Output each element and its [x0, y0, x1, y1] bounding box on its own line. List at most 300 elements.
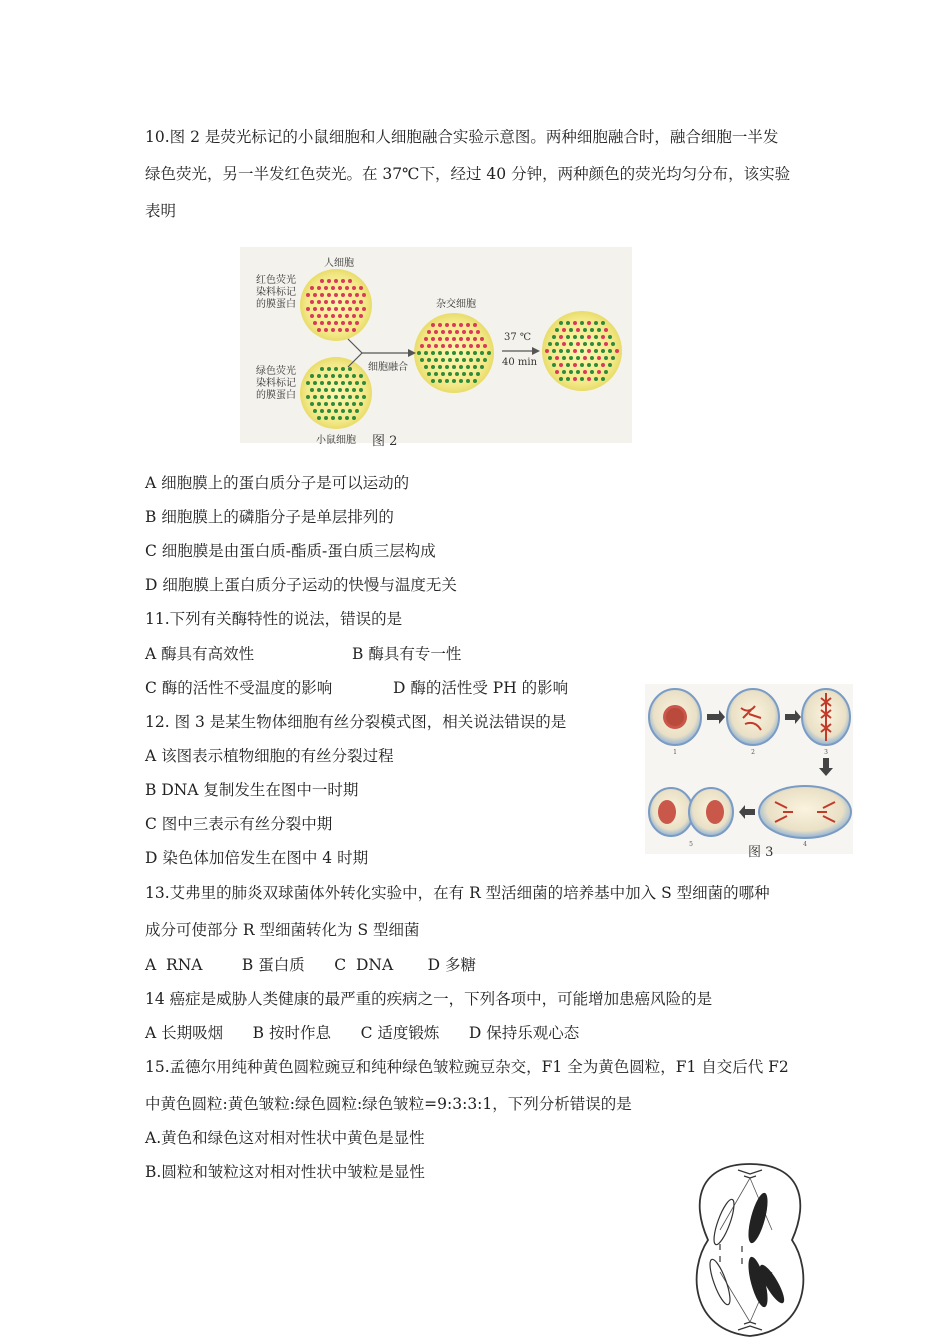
q11-option-d: D 酶的活性受 PH 的影响: [393, 679, 569, 697]
fluorescent-dot: [483, 344, 487, 348]
fluorescent-dot: [310, 402, 314, 406]
stage-1-number: 1: [673, 749, 677, 756]
fluorescent-dot: [615, 349, 619, 353]
fluorescent-dot: [562, 328, 566, 332]
fluorescent-dot: [313, 307, 317, 311]
fluorescent-dot: [559, 377, 563, 381]
fluorescent-dot: [601, 363, 605, 367]
fluorescent-dot: [352, 286, 356, 290]
fluorescent-dot: [324, 388, 328, 392]
figure-3-caption: 图 3: [748, 845, 774, 860]
fluorescent-dot: [587, 349, 591, 353]
fluorescent-dot: [459, 365, 463, 369]
fluorescent-dot: [476, 372, 480, 376]
fluorescent-dot: [348, 395, 352, 399]
fluorescent-dot: [331, 416, 335, 420]
fluorescent-dot: [355, 409, 359, 413]
q12-option-d: D 染色体加倍发生在图中 4 时期: [145, 849, 369, 867]
fluorescent-dot: [445, 323, 449, 327]
fluorescent-dot: [306, 307, 310, 311]
fluorescent-dot: [352, 328, 356, 332]
red-label: 红色荧光 染料标记 的膜蛋白: [256, 275, 296, 310]
fluorescent-dot: [601, 349, 605, 353]
fluorescent-dot: [324, 286, 328, 290]
fluorescent-dot: [424, 365, 428, 369]
fluorescent-dot: [341, 367, 345, 371]
fluorescent-dot: [334, 367, 338, 371]
fluorescent-dot: [341, 279, 345, 283]
q15-option-a: A.黄色和绿色这对相对性状中黄色是显性: [145, 1129, 425, 1147]
fluorescent-dot: [566, 335, 570, 339]
fluorescent-dot: [473, 323, 477, 327]
fluorescent-dot: [345, 388, 349, 392]
fluorescent-dot: [338, 328, 342, 332]
fluorescent-dot: [562, 370, 566, 374]
fluorescent-dot: [317, 300, 321, 304]
fluorescent-dot: [352, 388, 356, 392]
fluorescent-dot: [431, 337, 435, 341]
fusion-label: 细胞融合: [368, 362, 408, 373]
fluorescent-dot: [441, 358, 445, 362]
fluorescent-dot: [334, 381, 338, 385]
fluorescent-dot: [587, 335, 591, 339]
fluorescent-dot: [604, 342, 608, 346]
fluorescent-dot: [320, 321, 324, 325]
fluorescent-dot: [324, 402, 328, 406]
fluorescent-dot: [338, 402, 342, 406]
q13-options: A RNA B 蛋白质 C DNA D 多糖: [145, 956, 477, 974]
fluorescent-dot: [352, 374, 356, 378]
fluorescent-dot: [445, 365, 449, 369]
fluorescent-dot: [555, 328, 559, 332]
fluorescent-dot: [317, 286, 321, 290]
fluorescent-dot: [476, 344, 480, 348]
fluorescent-dot: [431, 379, 435, 383]
fluorescent-dot: [545, 349, 549, 353]
fluorescent-dot: [338, 388, 342, 392]
fluorescent-dot: [313, 381, 317, 385]
fluorescent-dot: [355, 381, 359, 385]
fluorescent-dot: [327, 367, 331, 371]
fluorescent-dot: [566, 321, 570, 325]
fluorescent-dot: [338, 300, 342, 304]
fluorescent-dot: [420, 358, 424, 362]
fluorescent-dot: [562, 342, 566, 346]
fluorescent-dot: [327, 395, 331, 399]
fluorescent-dot: [438, 365, 442, 369]
fluorescent-dot: [573, 377, 577, 381]
fluorescent-dot: [562, 356, 566, 360]
q13-stem-line1: 13.艾弗里的肺炎双球菌体外转化实验中，在有 R 型活细菌的培养基中加入 S 型细菌的哪种: [145, 884, 770, 902]
fluorescent-dot: [320, 367, 324, 371]
fluorescent-dot: [452, 379, 456, 383]
fluorescent-dot: [334, 307, 338, 311]
q12-option-b: B DNA 复制发生在图中一时期: [145, 781, 359, 799]
fluorescent-dot: [604, 328, 608, 332]
q10-option-a: A 细胞膜上的蛋白质分子是可以运动的: [145, 474, 410, 492]
fluorescent-dot: [476, 330, 480, 334]
fluorescent-dot: [459, 323, 463, 327]
fluorescent-dot: [476, 358, 480, 362]
stage-5-number: 5: [689, 841, 693, 848]
fluorescent-dot: [306, 293, 310, 297]
fluorescent-dot: [590, 328, 594, 332]
fluorescent-dot: [359, 286, 363, 290]
mouse-cell-label: 小鼠细胞: [316, 435, 356, 446]
fluorescent-dot: [462, 372, 466, 376]
fluorescent-dot: [601, 377, 605, 381]
q10-stem-line2: 绿色荧光，另一半发红色荧光。在 37℃下，经过 40 分钟，两种颜色的荧光均匀分布，该实验: [145, 165, 791, 183]
fluorescent-dot: [459, 337, 463, 341]
fluorescent-dot: [334, 395, 338, 399]
fluorescent-dot: [334, 321, 338, 325]
fluorescent-dot: [310, 300, 314, 304]
fluorescent-dot: [338, 374, 342, 378]
fluorescent-dot: [427, 330, 431, 334]
fluorescent-dot: [317, 416, 321, 420]
fluorescent-dot: [448, 330, 452, 334]
fluorescent-dot: [424, 351, 428, 355]
fluorescent-dot: [420, 344, 424, 348]
fluorescent-dot: [452, 337, 456, 341]
fluorescent-dot: [587, 321, 591, 325]
fluorescent-dot: [345, 402, 349, 406]
fluorescent-dot: [355, 321, 359, 325]
fluorescent-dot: [445, 379, 449, 383]
fluorescent-dot: [601, 335, 605, 339]
fluorescent-dot: [559, 363, 563, 367]
fluorescent-dot: [445, 337, 449, 341]
fluorescent-dot: [466, 323, 470, 327]
fluorescent-dot: [576, 342, 580, 346]
fluorescent-dot: [434, 372, 438, 376]
q12-option-a: A 该图表示植物细胞的有丝分裂过程: [145, 747, 394, 765]
fluorescent-dot: [313, 321, 317, 325]
fluorescent-dot: [469, 358, 473, 362]
fluorescent-dot: [348, 293, 352, 297]
fluorescent-dot: [313, 409, 317, 413]
fluorescent-dot: [438, 379, 442, 383]
fluorescent-dot: [555, 370, 559, 374]
fluorescent-dot: [310, 286, 314, 290]
fluorescent-dot: [473, 337, 477, 341]
fluorescent-dot: [576, 356, 580, 360]
fluorescent-dot: [320, 381, 324, 385]
fluorescent-dot: [310, 388, 314, 392]
fluorescent-dot: [431, 323, 435, 327]
fluorescent-dot: [317, 314, 321, 318]
fluorescent-dot: [338, 416, 342, 420]
fluorescent-dot: [352, 416, 356, 420]
fluorescent-dot: [324, 314, 328, 318]
q11-option-b: B 酶具有专一性: [352, 645, 462, 663]
fluorescent-dot: [341, 395, 345, 399]
fluorescent-dot: [573, 321, 577, 325]
fluorescent-dot: [327, 293, 331, 297]
fluorescent-dot: [608, 335, 612, 339]
fluorescent-dot: [341, 293, 345, 297]
fluorescent-dot: [611, 342, 615, 346]
fluorescent-dot: [441, 330, 445, 334]
fluorescent-dot: [466, 351, 470, 355]
fluorescent-dot: [327, 409, 331, 413]
fluorescent-dot: [345, 314, 349, 318]
fluorescent-dot: [552, 349, 556, 353]
fluorescent-dot: [459, 379, 463, 383]
fluorescent-dot: [434, 344, 438, 348]
fluorescent-dot: [313, 293, 317, 297]
fluorescent-dot: [441, 372, 445, 376]
fluorescent-dot: [427, 344, 431, 348]
fluorescent-dot: [597, 356, 601, 360]
fluorescent-dot: [320, 395, 324, 399]
fluorescent-dot: [480, 365, 484, 369]
fluorescent-dot: [331, 328, 335, 332]
fluorescent-dot: [548, 342, 552, 346]
fluorescent-dot: [487, 351, 491, 355]
fluorescent-dot: [320, 307, 324, 311]
fluorescent-dot: [313, 395, 317, 399]
human-cell-label: 人细胞: [324, 258, 354, 269]
q10-stem-line3: 表明: [145, 202, 177, 220]
fluorescent-dot: [320, 409, 324, 413]
fluorescent-dot: [438, 337, 442, 341]
fluorescent-dot: [455, 358, 459, 362]
cell-fusion-diagram: [240, 247, 632, 443]
fluorescent-dot: [310, 374, 314, 378]
stage-3-number: 3: [824, 749, 828, 756]
fluorescent-dot: [469, 372, 473, 376]
fluorescent-dot: [331, 300, 335, 304]
fluorescent-dot: [604, 356, 608, 360]
q15-stem-line1: 15.孟德尔用纯种黄色圆粒豌豆和纯种绿色皱粒豌豆杂交，F1 全为黄色圆粒，F1 自交后代 F2: [145, 1058, 789, 1076]
fluorescent-dot: [445, 351, 449, 355]
fluorescent-dot: [324, 374, 328, 378]
fluorescent-dot: [569, 370, 573, 374]
q13-stem-line2: 成分可使部分 R 型细菌转化为 S 型细菌: [145, 921, 420, 939]
fluorescent-dot: [341, 321, 345, 325]
fluorescent-dot: [359, 388, 363, 392]
q14-stem: 14 癌症是威胁人类健康的最严重的疾病之一，下列各项中，可能增加患癌风险的是: [145, 990, 713, 1008]
fluorescent-dot: [327, 321, 331, 325]
fluorescent-dot: [355, 395, 359, 399]
fluorescent-dot: [324, 300, 328, 304]
fluorescent-dot: [566, 377, 570, 381]
fluorescent-dot: [473, 351, 477, 355]
fluorescent-dot: [597, 342, 601, 346]
fluorescent-dot: [334, 409, 338, 413]
fluorescent-dot: [590, 356, 594, 360]
fluorescent-dot: [359, 402, 363, 406]
anaphase-sketch: [680, 1160, 820, 1340]
fluorescent-dot: [573, 335, 577, 339]
fluorescent-dot: [345, 286, 349, 290]
fluorescent-dot: [594, 321, 598, 325]
fluorescent-dot: [362, 395, 366, 399]
q12-option-c: C 图中三表示有丝分裂中期: [145, 815, 333, 833]
fluorescent-dot: [417, 351, 421, 355]
green-label: 绿色荧光 染料标记 的膜蛋白: [256, 366, 296, 401]
fluorescent-dot: [438, 323, 442, 327]
fluorescent-dot: [569, 328, 573, 332]
fluorescent-dot: [348, 409, 352, 413]
figure-3-mitosis: [645, 684, 853, 854]
fluorescent-dot: [480, 351, 484, 355]
fluorescent-dot: [559, 335, 563, 339]
fluorescent-dot: [338, 314, 342, 318]
fluorescent-dot: [608, 363, 612, 367]
fluorescent-dot: [352, 314, 356, 318]
fluorescent-dot: [452, 323, 456, 327]
fluorescent-dot: [455, 344, 459, 348]
fluorescent-dot: [317, 328, 321, 332]
fluorescent-dot: [320, 293, 324, 297]
q10-option-c: C 细胞膜是由蛋白质-酯质-蛋白质三层构成: [145, 542, 436, 560]
q10-option-b: B 细胞膜上的磷脂分子是单层排列的: [145, 508, 394, 526]
fluorescent-dot: [359, 300, 363, 304]
fluorescent-dot: [466, 337, 470, 341]
fluorescent-dot: [469, 344, 473, 348]
fluorescent-dot: [448, 344, 452, 348]
figure-2-caption: 图 2: [372, 434, 398, 449]
fluorescent-dot: [331, 374, 335, 378]
fluorescent-dot: [566, 349, 570, 353]
fluorescent-dot: [480, 337, 484, 341]
fluorescent-dot: [348, 367, 352, 371]
fluorescent-dot: [448, 358, 452, 362]
fluorescent-dot: [341, 409, 345, 413]
q15-stem-line2: 中黄色圆粒:黄色皱粒:绿色圆粒:绿色皱粒=9:3:3:1，下列分析错误的是: [145, 1095, 632, 1113]
fluorescent-dot: [352, 402, 356, 406]
mitosis-diagram: [645, 684, 853, 854]
fluorescent-dot: [434, 330, 438, 334]
fluorescent-dot: [583, 370, 587, 374]
hybrid-cell-label: 杂交细胞: [436, 299, 476, 310]
fluorescent-dot: [355, 293, 359, 297]
fluorescent-dot: [317, 374, 321, 378]
fluorescent-dot: [306, 395, 310, 399]
fluorescent-dot: [611, 356, 615, 360]
fluorescent-dot: [573, 363, 577, 367]
fluorescent-dot: [352, 300, 356, 304]
stage-2-number: 2: [751, 749, 755, 756]
fluorescent-dot: [569, 356, 573, 360]
fluorescent-dot: [455, 372, 459, 376]
q12-stem: 12. 图 3 是某生物体细胞有丝分裂模式图，相关说法错误的是: [145, 713, 567, 731]
fluorescent-dot: [317, 402, 321, 406]
fluorescent-dot: [580, 321, 584, 325]
fluorescent-dot: [345, 374, 349, 378]
fluorescent-dot: [594, 377, 598, 381]
stage-4-number: 4: [803, 841, 807, 848]
fluorescent-dot: [362, 293, 366, 297]
fluorescent-dot: [583, 356, 587, 360]
fluorescent-dot: [462, 344, 466, 348]
fluorescent-dot: [594, 363, 598, 367]
fluorescent-dot: [348, 307, 352, 311]
fluorescent-dot: [573, 349, 577, 353]
fluorescent-dot: [576, 370, 580, 374]
fluorescent-dot: [362, 381, 366, 385]
fluorescent-dot: [327, 279, 331, 283]
fluorescent-dot: [348, 381, 352, 385]
fluorescent-dot: [583, 342, 587, 346]
fluorescent-dot: [587, 377, 591, 381]
fluorescent-dot: [341, 381, 345, 385]
fluorescent-dot: [310, 314, 314, 318]
fluorescent-dot: [466, 379, 470, 383]
fluorescent-dot: [559, 321, 563, 325]
fluorescent-dot: [427, 372, 431, 376]
fluorescent-dot: [324, 416, 328, 420]
fluorescent-dot: [455, 330, 459, 334]
q15-option-b: B.圆粒和皱粒这对相对性状中皱粒是显性: [145, 1163, 425, 1181]
fluorescent-dot: [331, 286, 335, 290]
fluorescent-dot: [590, 342, 594, 346]
fluorescent-dot: [473, 379, 477, 383]
q14-options: A 长期吸烟 B 按时作息 C 适度锻炼 D 保持乐观心态: [145, 1024, 580, 1042]
fluorescent-dot: [452, 365, 456, 369]
fluorescent-dot: [359, 314, 363, 318]
fluorescent-dot: [324, 328, 328, 332]
fluorescent-dot: [466, 365, 470, 369]
fluorescent-dot: [334, 279, 338, 283]
fluorescent-dot: [348, 321, 352, 325]
fluorescent-dot: [362, 307, 366, 311]
fluorescent-dot: [355, 307, 359, 311]
fluorescent-dot: [555, 356, 559, 360]
fluorescent-dot: [569, 342, 573, 346]
fluorescent-dot: [590, 370, 594, 374]
fluorescent-dot: [604, 370, 608, 374]
fluorescent-dot: [438, 351, 442, 355]
q10-stem-line1: 10.图 2 是荧光标记的小鼠细胞和人细胞融合实验示意图。两种细胞融合时，融合细胞一半发: [145, 128, 779, 146]
figure-2-cell-fusion: [240, 247, 632, 446]
fluorescent-dot: [583, 328, 587, 332]
fluorescent-dot: [462, 358, 466, 362]
fluorescent-dot: [345, 416, 349, 420]
fluorescent-dot: [462, 330, 466, 334]
fluorescent-dot: [331, 402, 335, 406]
fluorescent-dot: [338, 286, 342, 290]
fluorescent-dot: [424, 337, 428, 341]
fluorescent-dot: [341, 307, 345, 311]
fluorescent-dot: [559, 349, 563, 353]
fluorescent-dot: [580, 363, 584, 367]
fluorescent-dot: [441, 344, 445, 348]
fluorescent-dot: [327, 307, 331, 311]
fluorescent-dot: [331, 388, 335, 392]
fluorescent-dot: [601, 321, 605, 325]
fluorescent-dot: [597, 328, 601, 332]
fluorescent-dot: [431, 365, 435, 369]
temperature-label: 37 ℃: [504, 332, 532, 343]
fluorescent-dot: [483, 358, 487, 362]
fluorescent-dot: [608, 349, 612, 353]
fluorescent-dot: [306, 381, 310, 385]
fluorescent-dot: [427, 358, 431, 362]
fluorescent-dot: [452, 351, 456, 355]
fluorescent-dot: [334, 293, 338, 297]
fluorescent-dot: [552, 363, 556, 367]
fluorescent-dot: [331, 314, 335, 318]
fluorescent-dot: [594, 335, 598, 339]
fluorescent-dot: [327, 381, 331, 385]
fluorescent-dot: [348, 279, 352, 283]
fluorescent-dot: [587, 363, 591, 367]
fluorescent-dot: [459, 351, 463, 355]
fluorescent-dot: [473, 365, 477, 369]
